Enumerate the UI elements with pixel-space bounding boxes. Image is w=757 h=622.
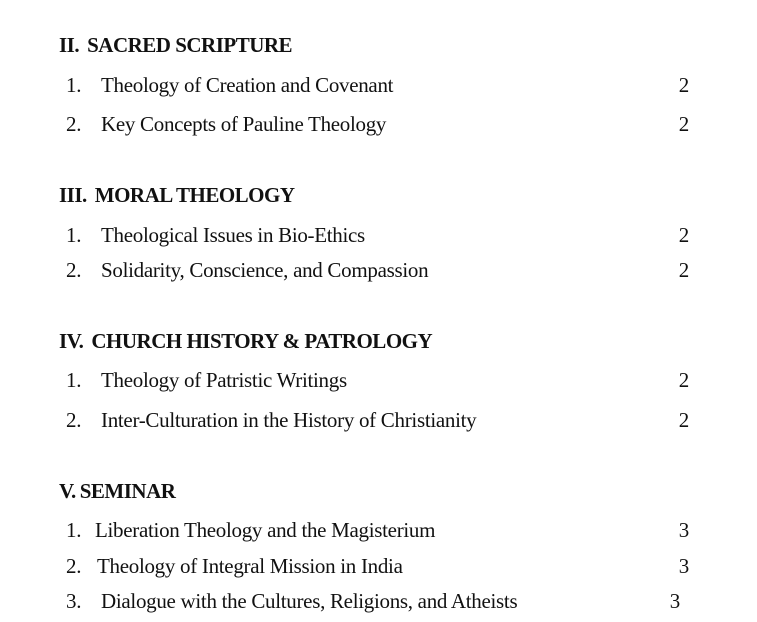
section-title: SEMINAR	[79, 479, 176, 503]
course-row	[66, 114, 691, 140]
course-credits: 2	[678, 223, 689, 247]
section-title: MORAL THEOLOGY	[94, 183, 295, 207]
section-heading-sacred-scripture	[59, 35, 292, 56]
course-row	[66, 225, 691, 251]
section-title: SACRED SCRIPTURE	[87, 33, 293, 57]
course-number: 1.	[66, 368, 82, 392]
section-heading-church-history	[59, 331, 432, 352]
course-number: 2.	[66, 258, 82, 282]
course-title: Dialogue with the Cultures, Religions, and Atheists	[101, 589, 518, 613]
course-title: Theology of Creation and Covenant	[101, 73, 394, 97]
course-title: Key Concepts of Pauline Theology	[101, 112, 387, 136]
course-credits: 2	[678, 368, 689, 392]
section-numeral: V.	[59, 479, 76, 503]
course-number: 2.	[66, 554, 82, 578]
course-row	[66, 591, 691, 617]
course-row	[66, 520, 691, 546]
course-credits: 2	[678, 73, 689, 97]
course-credits: 3	[678, 554, 689, 578]
course-row	[66, 260, 691, 286]
course-title: Theological Issues in Bio-Ethics	[101, 223, 365, 247]
course-number: 1.	[66, 223, 82, 247]
course-number: 2.	[66, 112, 82, 136]
section-numeral: IV.	[59, 329, 84, 353]
course-credits: 2	[678, 112, 689, 136]
course-title: Liberation Theology and the Magisterium	[95, 518, 436, 542]
course-row	[66, 556, 691, 582]
course-number: 3.	[66, 589, 82, 613]
section-heading-seminar	[59, 481, 175, 502]
course-credits: 3	[669, 589, 680, 613]
section-title: CHURCH HISTORY & PATROLOGY	[91, 329, 433, 353]
course-row	[66, 370, 691, 396]
course-number: 2.	[66, 408, 82, 432]
course-title: Inter-Culturation in the History of Christianity	[101, 408, 477, 432]
course-credits: 3	[678, 518, 689, 542]
course-credits: 2	[678, 258, 689, 282]
course-row	[66, 75, 691, 101]
section-heading-moral-theology	[59, 185, 295, 206]
course-number: 1.	[66, 518, 82, 542]
course-title: Solidarity, Conscience, and Compassion	[101, 258, 429, 282]
section-numeral: III.	[59, 183, 87, 207]
course-credits: 2	[678, 408, 689, 432]
section-numeral: II.	[59, 33, 80, 57]
course-title: Theology of Patristic Writings	[101, 368, 347, 392]
course-title: Theology of Integral Mission in India	[97, 554, 403, 578]
course-row	[66, 410, 691, 436]
course-number: 1.	[66, 73, 82, 97]
